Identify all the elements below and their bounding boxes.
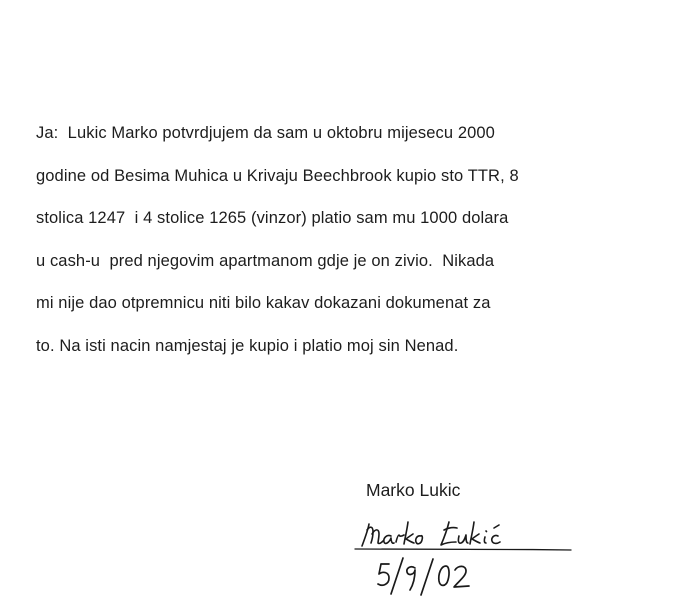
- signature-and-date-drawing: [345, 508, 585, 596]
- statement-line: Ja: Lukic Marko potvrdjujem da sam u oktobru mijesecu 2000: [36, 124, 495, 142]
- signatory-name: Marko Lukic: [366, 480, 461, 500]
- handwritten-signature: [355, 522, 571, 550]
- handwritten-date: [378, 558, 469, 595]
- statement-line: stolica 1247 i 4 stolice 1265 (vinzor) platio sam mu 1000 dolara: [36, 209, 509, 227]
- signature-block: [345, 508, 585, 596]
- statement-body: [36, 112, 636, 367]
- statement-line: u cash-u pred njegovim apartmanom gdje je on zivio. Nikada: [36, 251, 495, 270]
- statement-line: to. Na isti nacin namjestaj je kupio i platio moj sin Nenad.: [36, 336, 459, 355]
- statement-line: godine od Besima Muhica u Krivaju Beechbrook kupio sto TTR, 8: [36, 166, 519, 185]
- statement-line: mi nije dao otpremnicu niti bilo kakav dokazani dokumenat za: [36, 294, 491, 312]
